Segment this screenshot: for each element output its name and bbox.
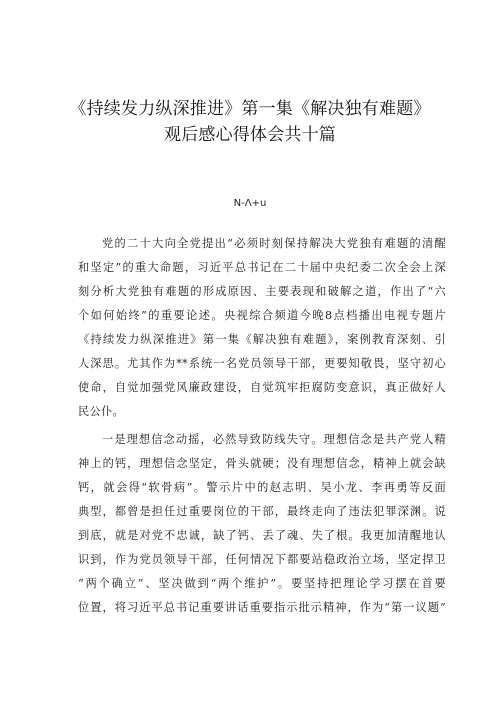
- paragraph-line: 人深思。尤其作为**系统一名党员领导干部，更要知敬畏，坚守初心: [78, 357, 446, 370]
- paragraph-line: 和坚定”的重大命题，习近平总书记在二十届中央纪委二次全会上深: [78, 261, 446, 274]
- paragraph-line: 民公仆。: [78, 405, 124, 418]
- paragraph-line: 《持续发力纵深推进》第一集《解决独有难题》，案例教育深刻、引: [78, 333, 446, 346]
- document-title-line-1: 《持续发力纵深推进》第一集《解决独有难题》: [69, 99, 431, 119]
- document-author: N-Λ+u: [233, 198, 267, 209]
- paragraph-line: 位置，将习近平总书记重要讲话重要指示批示精神，作为“第一议题”: [78, 601, 446, 614]
- paragraph-line: 到底，就是对党不忠诚，缺了钙、丢了魂、失了根。我更加清醒地认: [78, 529, 446, 542]
- paragraph-line: “两个确立”、坚决做到“两个维护”。要坚持把理论学习摆在首要: [78, 577, 446, 590]
- document-title-line-2: 观后感心得体会共十篇: [164, 125, 336, 145]
- paragraph-line: 党的二十大向全党提出“必须时刻保持解决大党独有难题的清醒: [102, 237, 446, 250]
- paragraph-line: 神上的钙，理想信念坚定，骨头就硬；没有理想信念，精神上就会缺: [78, 457, 446, 470]
- paragraph-line: 一是理想信念动摇，必然导致防线失守。理想信念是共产党人精: [102, 433, 446, 446]
- paragraph-line: 典型，都曾是担任过重要岗位的干部，最终走向了违法犯罪深渊。说: [78, 505, 446, 518]
- paragraph-line: 个如何始终”的重要论述。央视综合频道今晚8点档播出电视专题片: [78, 309, 446, 322]
- paragraph-line: 钙，就会得“软骨病”。警示片中的赵志明、吴小龙、李再勇等反面: [78, 481, 446, 494]
- paragraph-line: 刻分析大党独有难题的形成原因、主要表现和破解之道，作出了“六: [78, 285, 446, 298]
- paragraph-line: 使命，自觉加强党风廉政建设，自觉筑牢拒腐防变意识，真正做好人: [78, 381, 446, 394]
- paragraph-line: 识到，作为党员领导干部，任何情况下都要站稳政治立场，坚定捍卫: [78, 553, 446, 566]
